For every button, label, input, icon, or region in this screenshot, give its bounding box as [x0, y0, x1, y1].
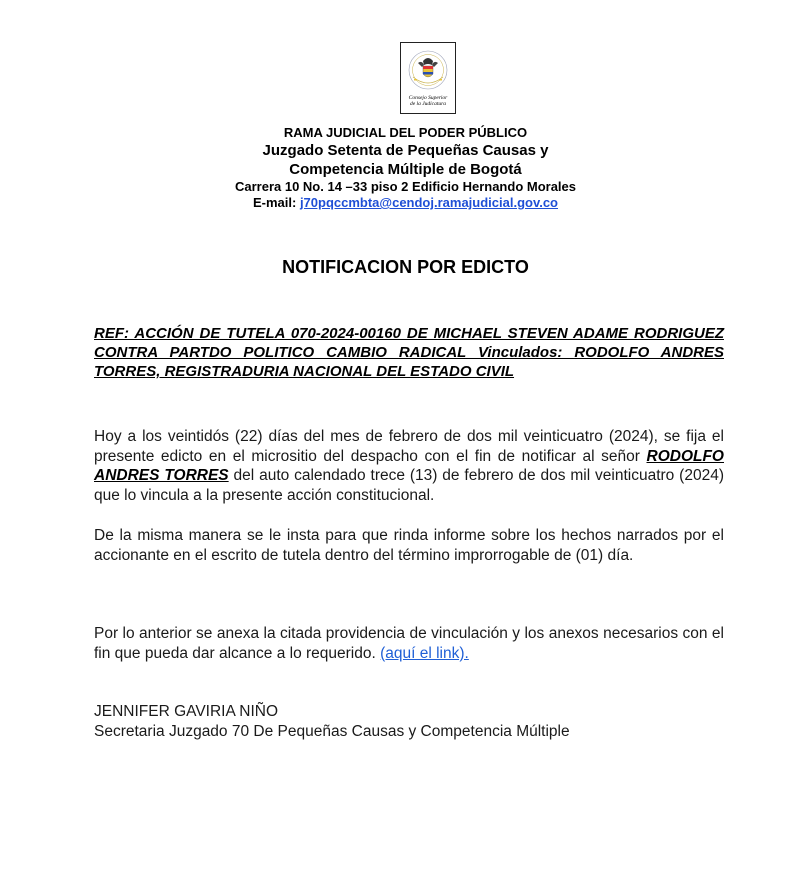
notified-person-name: RODOLFO ANDRES TORRES — [94, 447, 724, 484]
coat-of-arms-icon — [401, 43, 455, 95]
judicatura-seal-logo — [400, 42, 456, 114]
paragraph-notice-start: Hoy a los veintidós (22) días del mes de febrero de dos mil veinticuatro (2024), se fija el presente edicto en el micrositio del despacho con el fin de notificar al señor — [94, 428, 724, 465]
logo-caption-line1: Consejo Superior — [408, 95, 448, 101]
header-court-name-line1: Juzgado Setenta de Pequeñas Causas y — [262, 142, 549, 159]
email-label: E-mail: — [252, 195, 300, 210]
logo-caption — [401, 95, 455, 107]
document-title: NOTIFICACION POR EDICTO — [282, 257, 529, 277]
annex-link[interactable]: (aquí el link). — [380, 644, 469, 662]
paragraph-annex — [94, 624, 724, 663]
paragraph-request: De la misma manera se le insta para que rinda informe sobre los hechos narrados por el accionante en el escrito de tutela dentro del término improrrogable de (01) día. — [94, 527, 724, 564]
paragraph-notice-end: del auto calendado trece (13) de febrero de dos mil veinticuatro (2024) que lo vincula a la presente acción constitucional. — [94, 467, 724, 504]
header-email-line — [0, 195, 811, 211]
logo-caption-line2: de la Judicatura — [409, 101, 447, 107]
header-court-name-line2: Competencia Múltiple de Bogotá — [289, 161, 522, 178]
paragraph-annex-text: Por lo anterior se anexa la citada providencia de vinculación y los anexos necesarios con el fin que pueda dar alcance a lo requerido. — [94, 625, 724, 662]
paragraph-notice — [94, 427, 724, 505]
header-branch: RAMA JUDICIAL DEL PODER PÚBLICO — [283, 125, 528, 140]
header-address: Carrera 10 No. 14 –33 piso 2 Edificio Hernando Morales — [234, 179, 576, 194]
reference-line: REF: ACCIÓN DE TUTELA 070-2024-00160 DE MICHAEL STEVEN ADAME RODRIGUEZ CONTRA PARTDO POLITICO CAMBIO RADICAL Vinculados: RODOLFO ANDRES TORRES, REGISTRADURIA NACIONAL DEL ESTADO CIVIL — [94, 325, 724, 380]
signature-role: Secretaria Juzgado 70 De Pequeñas Causas y Competencia Múltiple — [94, 723, 570, 740]
email-link[interactable]: j70pqccmbta@cendoj.ramajudicial.gov.co — [299, 195, 559, 210]
signature-name: JENNIFER GAVIRIA NIÑO — [94, 703, 279, 720]
